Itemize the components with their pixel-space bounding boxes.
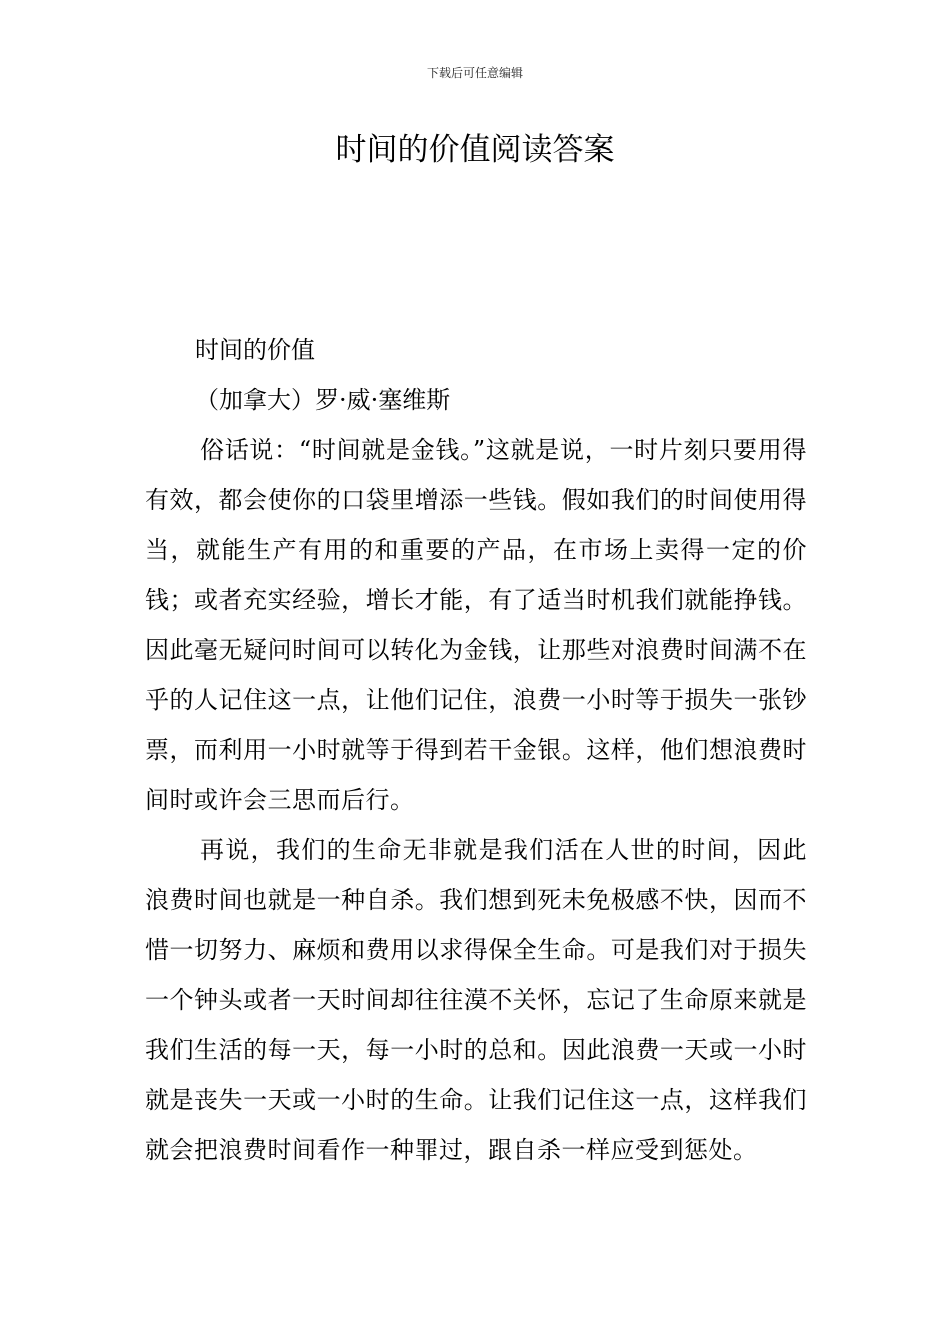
header-note: 下载后可任意编辑	[426, 66, 523, 80]
paragraph-1: 俗话说：“时间就是金钱。”这就是说，一时片刻只要用得有效，都会使你的口袋里增添一些钱。假如我们的时间使用得当，就能生产有用的和重要的产品，在市场上卖得一定的价钱；或者充实经验，增长才能，有了适当时机我们就能挣钱。因此毫无疑问时间可以转化为金钱，让那些对浪费时间满不在乎的人记住这一点，让他们记住，浪费一小时等于损失一张钞票，而利用一小时就等于得到若干金银。这样，他们想浪费时间时或许会三思而后行。	[145, 436, 807, 814]
document-title: 时间的价值阅读答案	[335, 132, 615, 168]
article-author: （加拿大）罗·威·塞维斯	[195, 386, 451, 414]
article-title: 时间的价值	[195, 336, 315, 364]
paragraph-2: 再说，我们的生命无非就是我们活在人世的时间，因此浪费时间也就是一种自杀。我们想到死未免极感不快，因而不惜一切努力、麻烦和费用以求得保全生命。可是我们对于损失一个钟头或者一天时间却往往漠不关怀，忘记了生命原来就是我们生活的每一天，每一小时的总和。因此浪费一天或一小时就是丧失一天或一小时的生命。让我们记住这一点，这样我们就会把浪费时间看作一种罪过，跟自杀一样应受到惩处。	[145, 836, 807, 1164]
article-body	[145, 325, 807, 1175]
